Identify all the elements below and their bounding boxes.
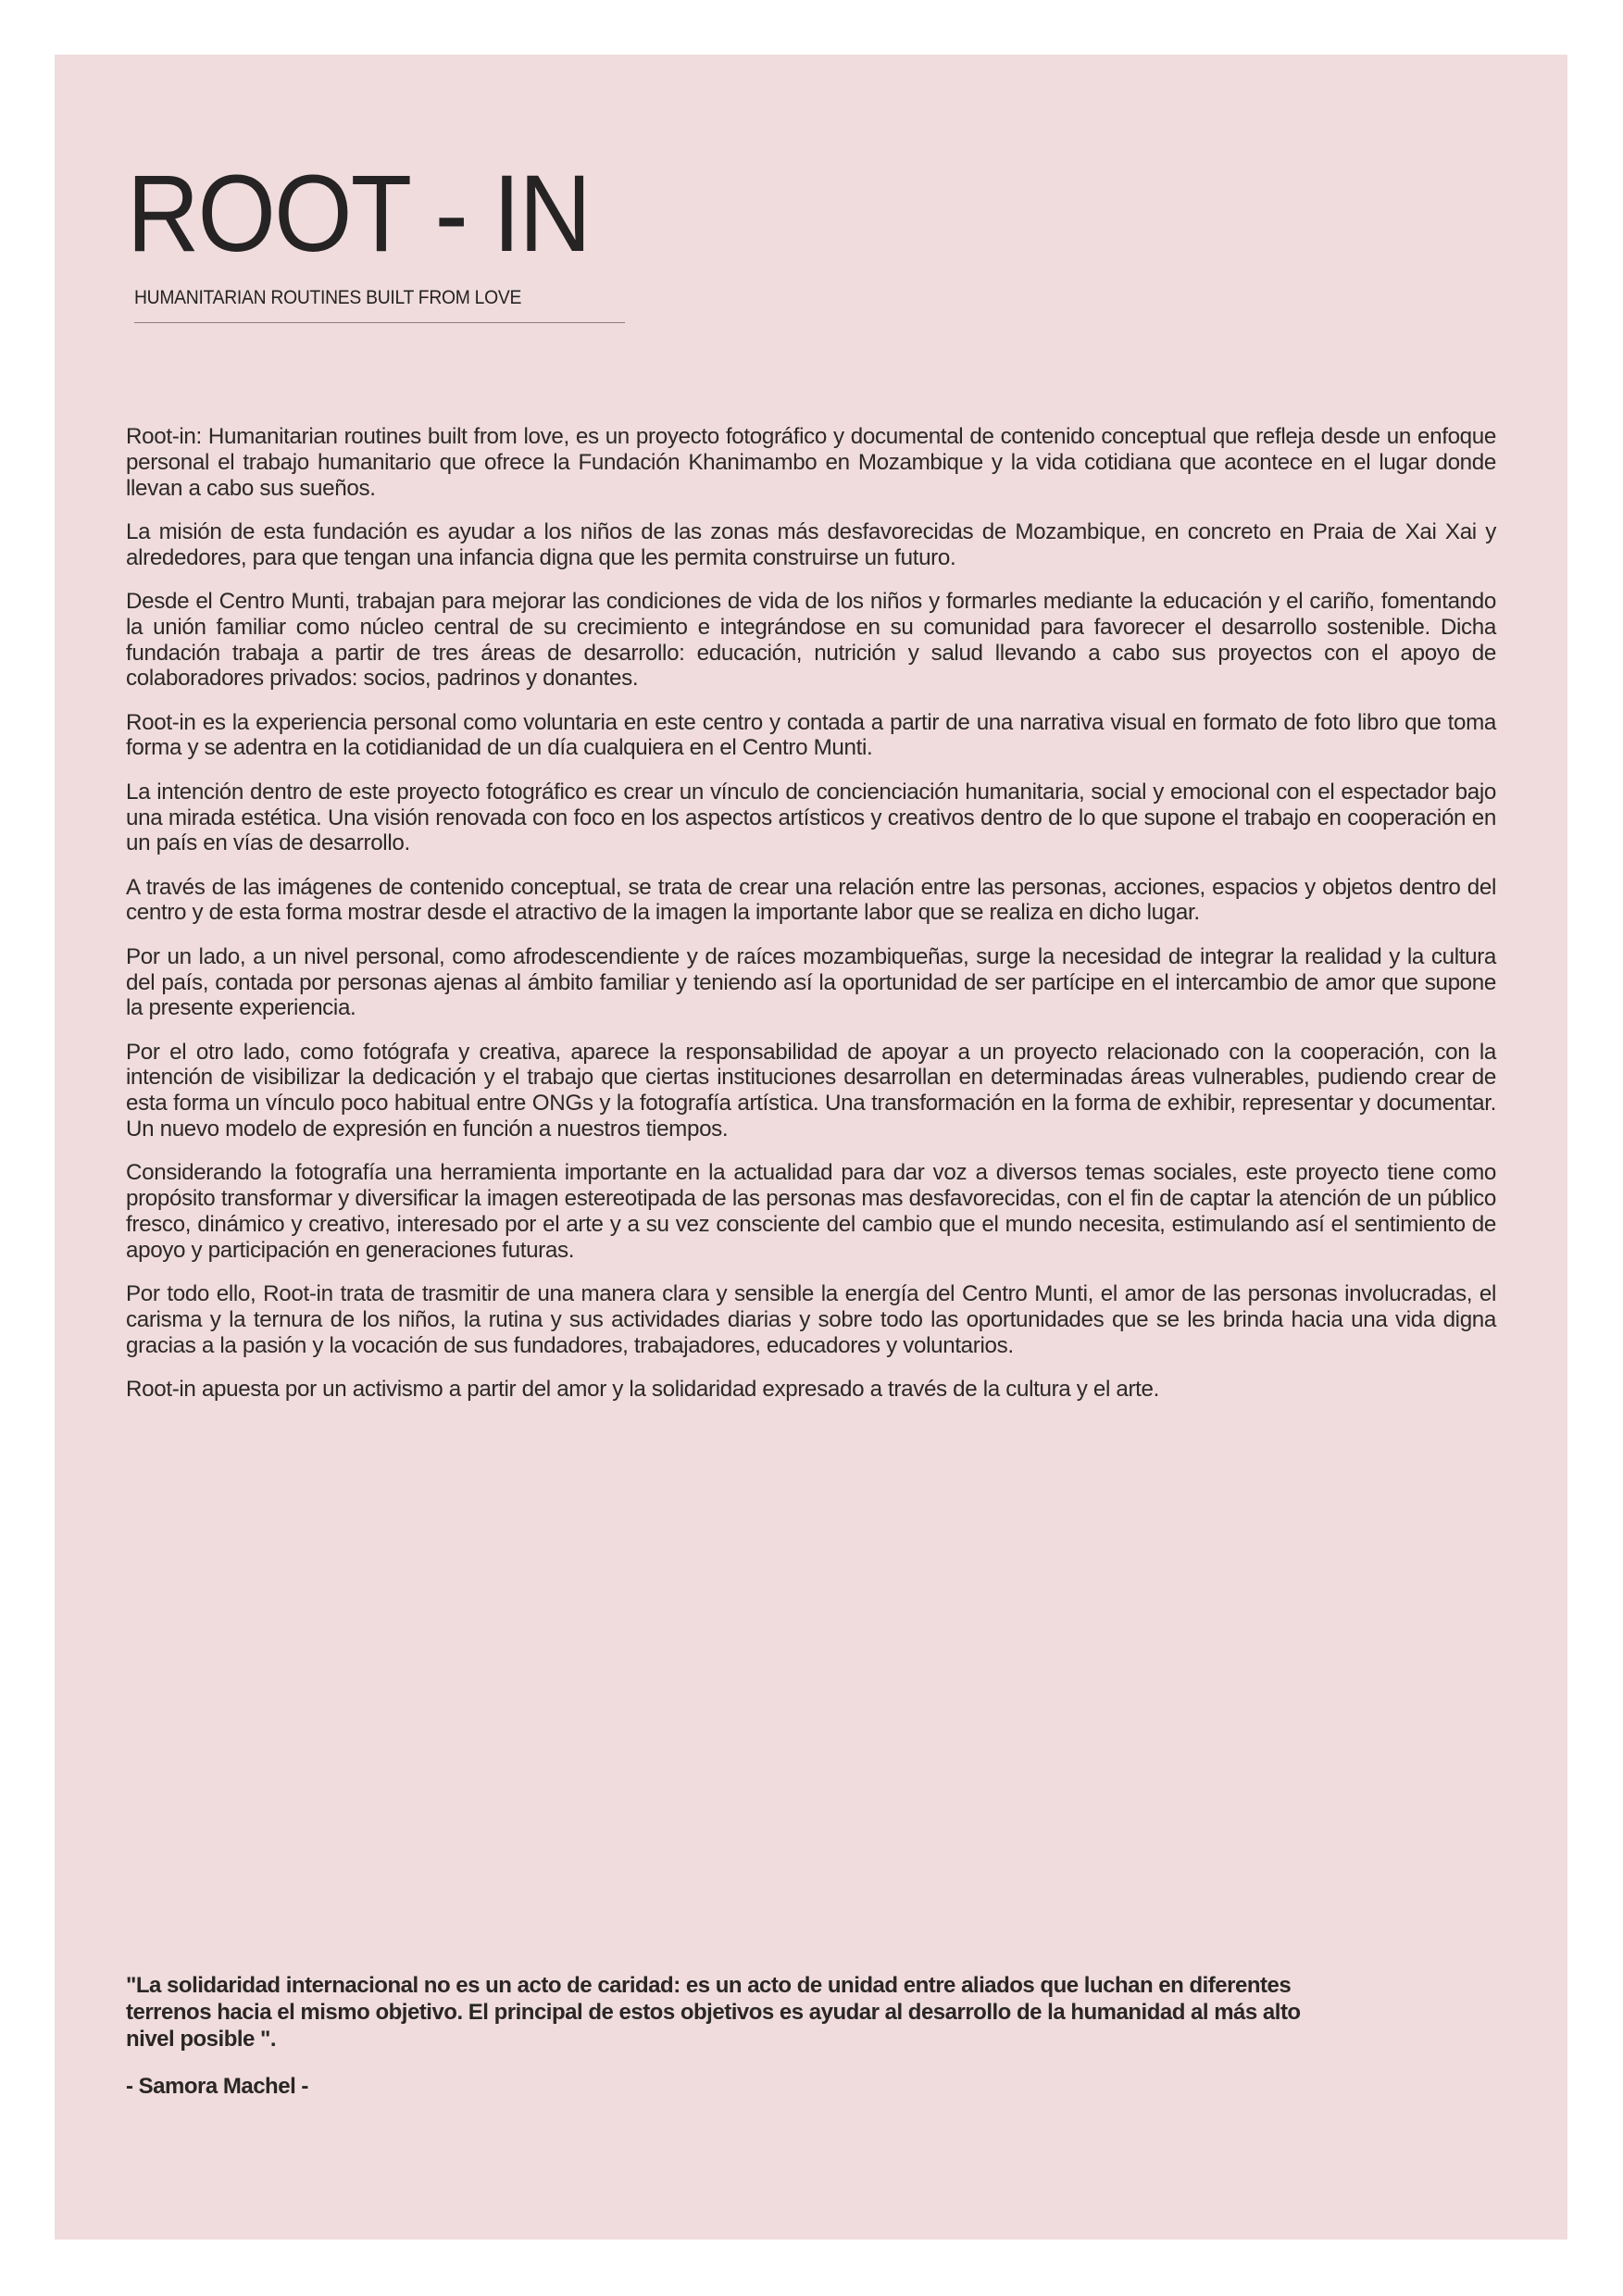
page-subtitle: HUMANITARIAN ROUTINES BUILT FROM LOVE [134, 287, 522, 308]
paragraph: La intención dentro de este proyecto fotográfico es crear un vínculo de concienciación humanitaria, social y emocional con el espectador bajo una mirada estética. Una visión renovada con foco en los aspectos artísticos y creativos dentro de lo que supone el trabajo en cooperación en un país en vías de desarrollo. [126, 779, 1496, 856]
paragraph: Root-in: Humanitarian routines built from love, es un proyecto fotográfico y documental de contenido conceptual que refleja desde un enfoque personal el trabajo humanitario que ofrece la Fundación Khanimambo en Mozambique y la vida cotidiana que acontece en el lugar donde llevan a cabo sus sueños. [126, 424, 1496, 501]
paragraph: Por un lado, a un nivel personal, como afrodescendiente y de raíces mozambiqueñas, surge la necesidad de integrar la realidad y la cultura del país, contada por personas ajenas al ámbito familiar y teniendo así la oportunidad de ser partícipe en el intercambio de amor que supone la presente experiencia. [126, 943, 1496, 1021]
page-title: ROOT - IN [127, 153, 591, 275]
paragraph: Desde el Centro Munti, trabajan para mejorar las condiciones de vida de los niños y formarles mediante la educación y el cariño, fomentando la unión familiar como núcleo central de su crecimiento e integrándose en su comunidad para favorecer el desarrollo sostenible. Dicha fundación trabaja a partir de tres áreas de desarrollo: educación, nutrición y salud llevando a cabo sus proyectos con el apoyo de colaboradores privados: socios, padrinos y donantes. [126, 588, 1496, 692]
closing-quote [126, 1972, 1339, 2120]
paragraph: Por todo ello, Root-in trata de trasmitir de una manera clara y sensible la energía del Centro Munti, el amor de las personas involucradas, el carisma y la ternura de los niños, la rutina y sus actividades diarias y sobre todo las oportunidades que se les brinda hacia una vida digna gracias a la pasión y la vocación de sus fundadores, trabajadores, educadores y voluntarios. [126, 1281, 1496, 1358]
paragraph: La misión de esta fundación es ayudar a los niños de las zonas más desfavorecidas de Mozambique, en concreto en Praia de Xai Xai y alrededores, para que tengan una infancia digna que les permita construirse un futuro. [126, 518, 1496, 570]
quote-author: - Samora Machel - [126, 2074, 308, 2099]
subtitle-divider [134, 322, 625, 323]
quote-text: "La solidaridad internacional no es un acto de caridad: es un acto de unidad entre aliados que luchan en diferentes terrenos hacia el mismo objetivo. El principal de estos objetivos es ayudar al desarrollo de la humanidad al más alto nivel posible ". [126, 1973, 1301, 2052]
paragraph: Root-in apuesta por un activismo a partir del amor y la solidaridad expresado a través de la cultura y el arte. [126, 1376, 1160, 1402]
paragraph: Por el otro lado, como fotógrafa y creativa, aparece la responsabilidad de apoyar a un proyecto relacionado con la cooperación, con la intención de visibilizar la dedicación y el trabajo que ciertas instituciones desarrollan en determinadas áreas vulnerables, pudiendo crear de esta forma un vínculo poco habitual entre ONGs y la fotografía artística. Una transformación en la forma de exhibir, representar y documentar. Un nuevo modelo de expresión en función a nuestros tiempos. [126, 1039, 1496, 1142]
body-text [126, 424, 1496, 1420]
paragraph: Considerando la fotografía una herramienta importante en la actualidad para dar voz a diversos temas sociales, este proyecto tiene como propósito transformar y diversificar la imagen estereotipada de las personas mas desfavorecidas, con el fin de captar la atención de un público fresco, dinámico y creativo, interesado por el arte y a su vez consciente del cambio que el mundo necesita, estimulando así el sentimiento de apoyo y participación en generaciones futuras. [126, 1160, 1496, 1263]
paragraph: A través de las imágenes de contenido conceptual, se trata de crear una relación entre las personas, acciones, espacios y objetos dentro del centro y de esta forma mostrar desde el atractivo de la imagen la importante labor que se realiza en dicho lugar. [126, 874, 1496, 926]
paragraph: Root-in es la experiencia personal como voluntaria en este centro y contada a partir de una narrativa visual en formato de foto libro que toma forma y se adentra en la cotidianidad de un día cualquiera en el Centro Munti. [126, 709, 1496, 761]
